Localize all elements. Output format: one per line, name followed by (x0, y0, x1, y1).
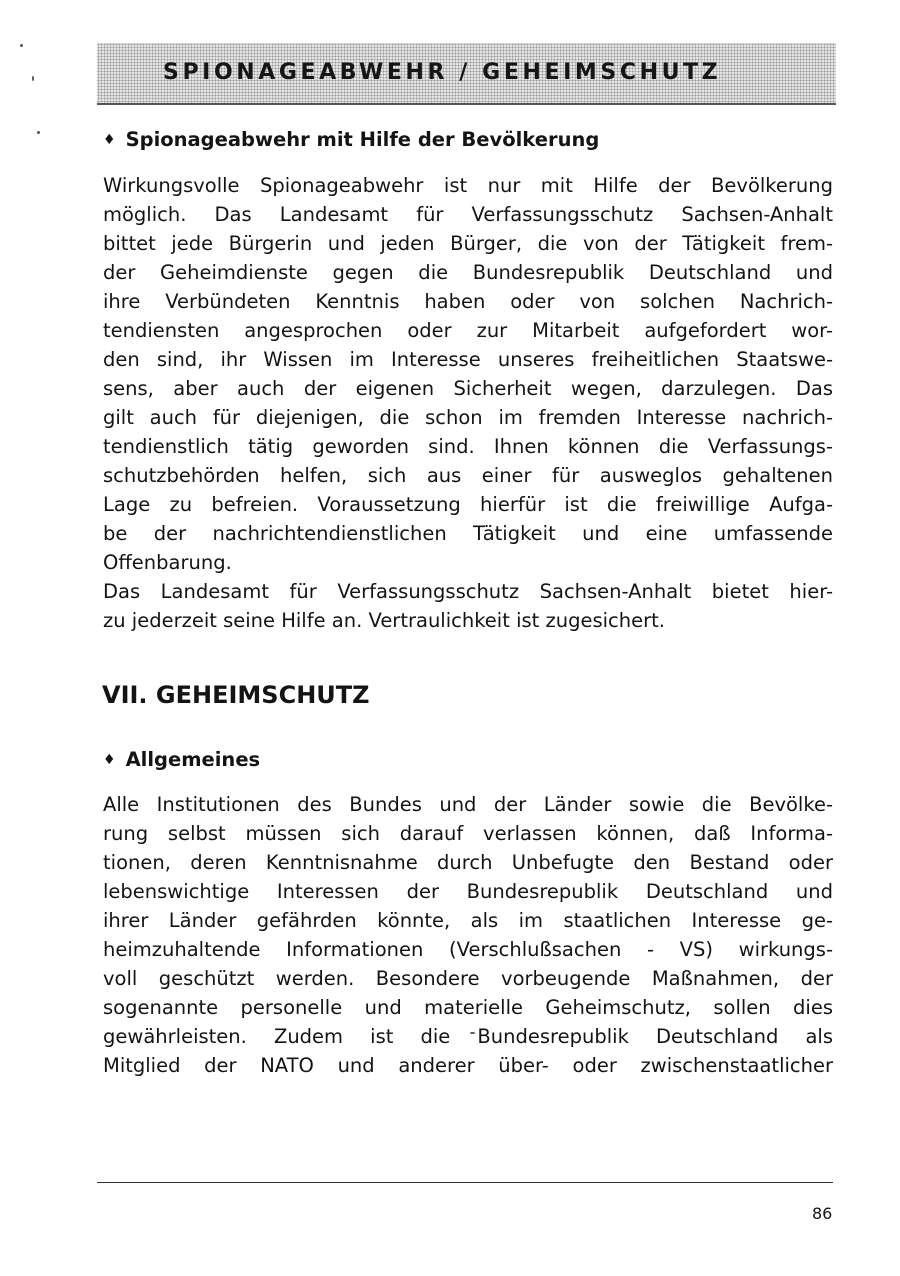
diamond-bullet-icon: ♦ (103, 752, 116, 768)
text-line: schutzbehörden helfen, sich aus einer für ausweglos gehaltenen (103, 464, 833, 487)
text-line: der Geheimdienste gegen die Bundesrepublik Deutschland und (103, 261, 833, 284)
scan-speck (37, 131, 40, 134)
paragraph-spionageabwehr-1 (103, 171, 833, 577)
text-line: Wirkungsvolle Spionageabwehr ist nur mit Hilfe der Bevölkerung (103, 174, 833, 197)
text-line: sogenannte personelle und materielle Geheimschutz, sollen dies (103, 996, 833, 1019)
text-line: gewährleisten. Zudem ist die Bundesrepublik Deutschland als (103, 1025, 833, 1048)
text-line: tendiensten angesprochen oder zur Mitarbeit aufgefordert wor- (103, 319, 833, 342)
text-line: be der nachrichtendienstlichen Tätigkeit und eine umfassende (103, 522, 833, 545)
text-line: Das Landesamt für Verfassungsschutz Sachsen-Anhalt bietet hier- (103, 580, 833, 603)
text-line: möglich. Das Landesamt für Verfassungsschutz Sachsen-Anhalt (103, 203, 833, 226)
text-line: Mitglied der NATO und anderer über- oder zwischenstaatlicher (103, 1054, 833, 1077)
page-number: 86 (812, 1204, 833, 1223)
paragraph-allgemeines (103, 790, 833, 1080)
text-line: rung selbst müssen sich darauf verlassen können, daß Informa- (103, 822, 833, 845)
section-heading-text: Spionageabwehr mit Hilfe der Bevölkerung (125, 128, 600, 151)
section-heading-spionageabwehr (103, 128, 599, 151)
text-line: gilt auch für diejenigen, die schon im fremden Interesse nachrich- (103, 406, 833, 429)
text-line: ihre Verbündeten Kenntnis haben oder von solchen Nachrich- (103, 290, 833, 313)
text-line: sens, aber auch der eigenen Sicherheit wegen, darzulegen. Das (103, 377, 833, 400)
section-heading-text: Allgemeines (125, 748, 261, 771)
text-line: tionen, deren Kenntnisnahme durch Unbefugte den Bestand oder (103, 851, 833, 874)
diamond-bullet-icon: ♦ (103, 132, 116, 148)
scan-speck (20, 44, 23, 47)
text-line: Offenbarung. (103, 551, 232, 574)
text-line: ihrer Länder gefährden könnte, als im staatlichen Interesse ge- (103, 909, 833, 932)
footer-divider (97, 1182, 833, 1183)
paragraph-spionageabwehr-2 (103, 577, 833, 635)
text-line: tendienstlich tätig geworden sind. Ihnen können die Verfassungs- (103, 435, 833, 458)
text-line: Alle Institutionen des Bundes und der Länder sowie die Bevölke- (103, 793, 833, 816)
text-line: lebenswichtige Interessen der Bundesrepublik Deutschland und (103, 880, 833, 903)
chapter-heading: VII. GEHEIMSCHUTZ (102, 681, 370, 709)
running-header (97, 43, 836, 105)
running-header-title: SPIONAGEABWEHR / GEHEIMSCHUTZ (163, 60, 722, 85)
text-line: heimzuhaltende Informationen (Verschlußsachen - VS) wirkungs- (103, 938, 833, 961)
text-line: bittet jede Bürgerin und jeden Bürger, die von der Tätigkeit frem- (103, 232, 833, 255)
text-line: Lage zu befreien. Voraussetzung hierfür ist die freiwillige Aufga- (103, 493, 833, 516)
scan-speck (32, 76, 34, 81)
text-line: zu jederzeit seine Hilfe an. Vertraulichkeit ist zugesichert. (103, 609, 665, 632)
section-heading-allgemeines (103, 748, 260, 771)
text-line: den sind, ihr Wissen im Interesse unseres freiheitlichen Staatswe- (103, 348, 833, 371)
text-line: voll geschützt werden. Besondere vorbeugende Maßnahmen, der (103, 967, 833, 990)
